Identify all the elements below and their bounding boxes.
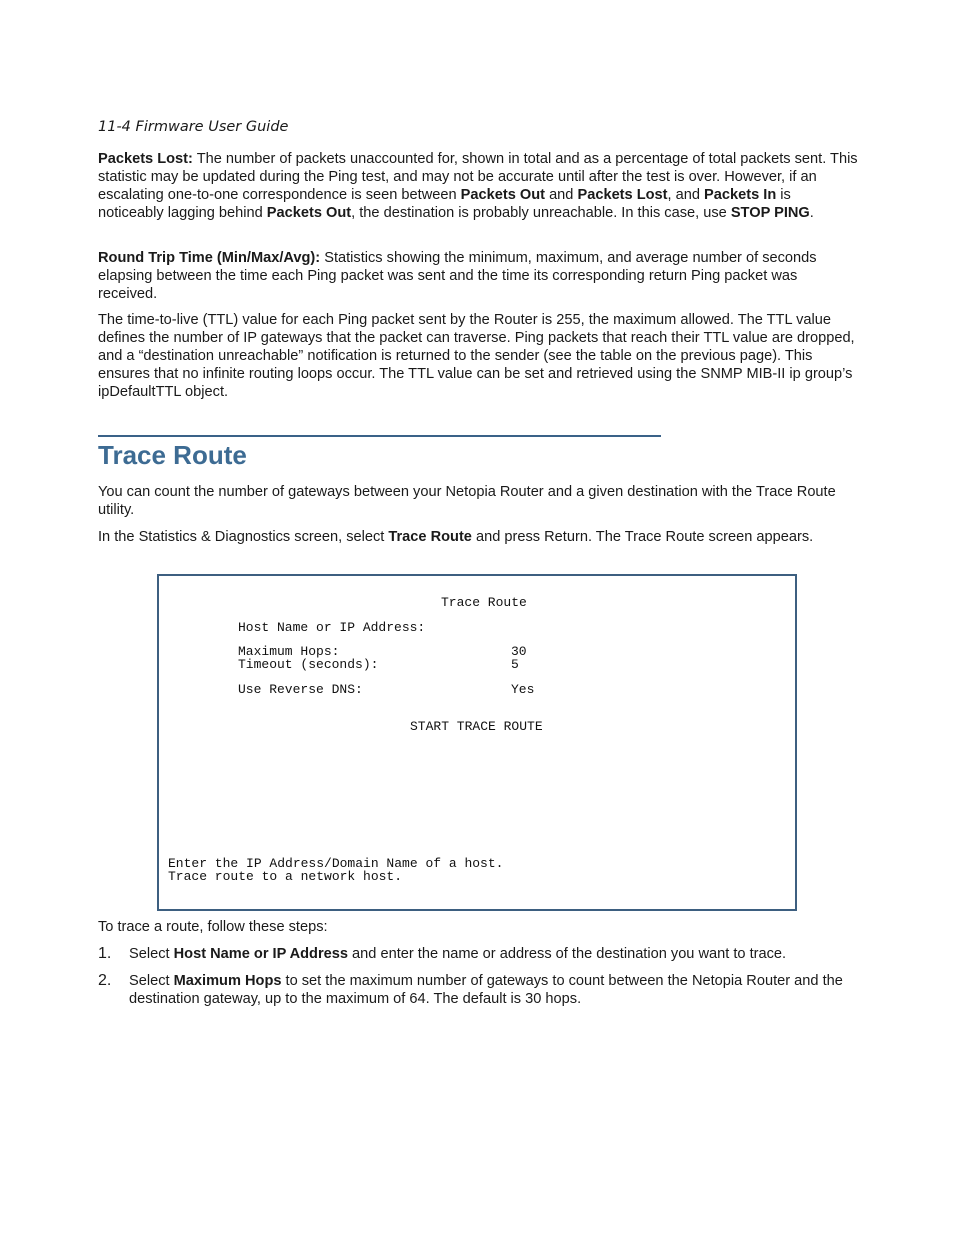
step-text: Select Host Name or IP Address and enter the name or address of the destination you want to trace. (129, 946, 787, 962)
timeout-label: Timeout (seconds): (238, 657, 379, 672)
term-round-trip-time: Round Trip Time (Min/Max/Avg): (98, 250, 321, 266)
running-head: 11-4 Firmware User Guide (98, 119, 289, 135)
help-line-1: Enter the IP Address/Domain Name of a host. (168, 856, 504, 871)
host-name-field[interactable]: Host Name or IP Address: (238, 620, 426, 635)
maximum-hops-label: Maximum Hops: (238, 644, 340, 659)
round-trip-paragraph: Round Trip Time (Min/Max/Avg): Statistics showing the minimum, maximum, and average number of seconds elapsing between the time each Ping packet was sent and the time its corresponding return Ping packet was received. (98, 250, 817, 302)
trace-route-instruction: In the Statistics & Diagnostics screen, select Trace Route and press Return. The Trace Route screen appears. (98, 529, 814, 545)
timeout-field[interactable]: 5 (511, 657, 519, 672)
section-title: Trace Route (98, 440, 247, 470)
step-number: 2. (98, 972, 112, 989)
step-text: Select Maximum Hops to set the maximum number of gateways to count between the Netopia Router and the destination gateway, up to the maximum of 64. The default is 30 hops. (129, 973, 843, 1007)
trace-route-intro: You can count the number of gateways between your Netopia Router and a given destination with the Trace Route utility. (98, 484, 836, 518)
ttl-paragraph: The time-to-live (TTL) value for each Ping packet sent by the Router is 255, the maximum allowed. The TTL value defines the number of IP gateways that the packet can traverse. Ping packets that reach their TTL value are dropped, and a “destination unreachable” notification is returned to the sender (see the table on the previous page). This ensures that no infinite routing loops occur. The TTL value can be set and retrieved using the SNMP MIB-II ip group’s ipDefaultTTL object. (98, 312, 855, 400)
start-trace-route-button[interactable]: START TRACE ROUTE (410, 719, 543, 734)
help-line-2: Trace route to a network host. (168, 869, 403, 884)
packets-lost-paragraph: Packets Lost: The number of packets unaccounted for, shown in total and as a percentage of total packets sent. This statistic may be updated during the Ping test, and may not be accurate until after the test is over. However, if an escalating one-to-one correspondence is seen between Packets Out and Packets Lost, and Packets In is noticeably lagging behind Packets Out, the destination is probably unreachable. In this case, use STOP PING. (98, 151, 858, 221)
trace-route-screen (157, 574, 797, 911)
maximum-hops-field[interactable]: 30 (511, 644, 527, 659)
steps-intro: To trace a route, follow these steps: (98, 919, 328, 935)
reverse-dns-toggle[interactable]: Yes (511, 682, 535, 697)
term-packets-lost: Packets Lost: (98, 151, 193, 167)
screen-title: Trace Route (441, 595, 527, 610)
reverse-dns-label: Use Reverse DNS: (238, 682, 363, 697)
step-number: 1. (98, 945, 112, 962)
